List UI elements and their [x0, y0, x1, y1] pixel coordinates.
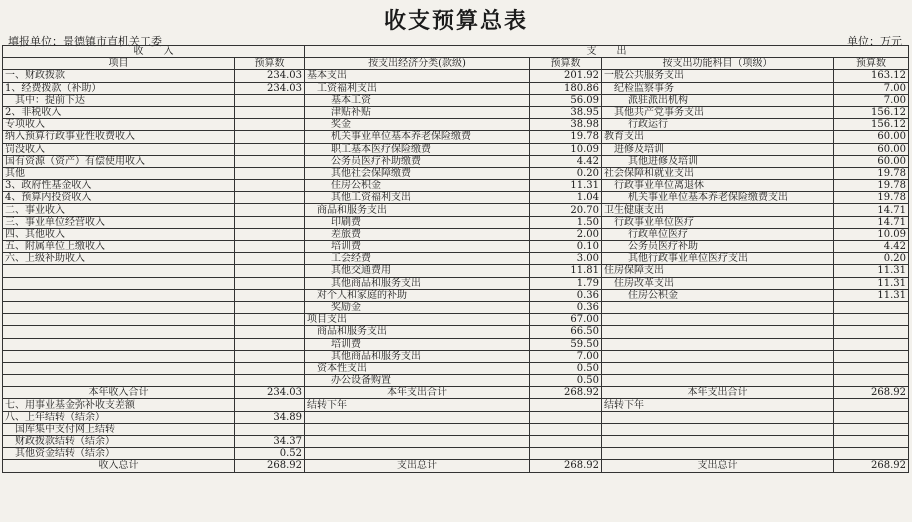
econ-budget: 0.50: [530, 362, 602, 374]
func-budget-column-header: 预算数: [834, 58, 909, 70]
func-budget: [834, 362, 909, 374]
econ-item: [305, 423, 530, 435]
table-row: [3, 314, 909, 326]
income-budget: [235, 314, 305, 326]
income-item: 四、其他收入: [3, 228, 235, 240]
func-budget: [834, 350, 909, 362]
econ-budget: [530, 411, 602, 423]
income-item: 一、财政拨款: [3, 70, 235, 82]
table-row: [3, 265, 909, 277]
func-budget: 156.12: [834, 119, 909, 131]
func-item: [602, 362, 834, 374]
econ-budget: 0.20: [530, 167, 602, 179]
grand-income-label: 收入总计: [3, 460, 235, 472]
func-class-column-header: 按支出功能科目（项级）: [602, 58, 834, 70]
econ-item: 其他工资福利支出: [305, 192, 530, 204]
table-row: [3, 131, 909, 143]
income-item: [3, 338, 235, 350]
econ-item: 工会经费: [305, 253, 530, 265]
func-item: [602, 301, 834, 313]
func-item: 住房保障支出: [602, 265, 834, 277]
income-budget: [235, 253, 305, 265]
econ-budget: 0.10: [530, 241, 602, 253]
income-budget-column-header: 预算数: [235, 58, 305, 70]
income-budget: 0.52: [235, 448, 305, 460]
func-item: 其他共产党事务支出: [602, 106, 834, 118]
func-budget: [834, 399, 909, 411]
income-header: 收 入: [3, 46, 305, 58]
income-item: 其他资金结转（结余）: [3, 448, 235, 460]
year-expense-label-econ: 本年支出合计: [305, 387, 530, 399]
table-row: [3, 82, 909, 94]
income-item: 1、经费拨款（补助）: [3, 82, 235, 94]
econ-budget: 180.86: [530, 82, 602, 94]
income-budget: [235, 216, 305, 228]
grand-income-value: 268.92: [235, 460, 305, 472]
year-income-value: 234.03: [235, 387, 305, 399]
func-item: [602, 423, 834, 435]
econ-budget: 1.04: [530, 192, 602, 204]
func-item: 其他进修及培训: [602, 155, 834, 167]
table-row: [3, 94, 909, 106]
econ-budget: 1.50: [530, 216, 602, 228]
econ-budget: [530, 436, 602, 448]
income-budget: [235, 228, 305, 240]
income-budget: 34.89: [235, 411, 305, 423]
econ-budget: 4.42: [530, 155, 602, 167]
table-row: [3, 228, 909, 240]
income-item: 国有资源（资产）有偿使用收入: [3, 155, 235, 167]
table-row: [3, 106, 909, 118]
table-row: [3, 192, 909, 204]
func-budget: 163.12: [834, 70, 909, 82]
func-item: [602, 375, 834, 387]
econ-item: 职工基本医疗保险缴费: [305, 143, 530, 155]
table-row: [3, 301, 909, 313]
econ-item: 结转下年: [305, 399, 530, 411]
year-expense-value-func: 268.92: [834, 387, 909, 399]
econ-item: 公务员医疗补助缴费: [305, 155, 530, 167]
func-budget: 14.71: [834, 216, 909, 228]
econ-item: 机关事业单位基本养老保险缴费: [305, 131, 530, 143]
econ-item: 资本性支出: [305, 362, 530, 374]
grand-expense-label-func: 支出总计: [602, 460, 834, 472]
econ-budget: 38.95: [530, 106, 602, 118]
econ-budget: 1.79: [530, 277, 602, 289]
func-budget: 7.00: [834, 82, 909, 94]
table-row: [3, 119, 909, 131]
func-item: 行政事业单位医疗: [602, 216, 834, 228]
table-tail: [3, 399, 909, 460]
func-budget: 10.09: [834, 228, 909, 240]
year-total-row: [3, 387, 909, 399]
func-item: [602, 326, 834, 338]
income-item: [3, 314, 235, 326]
item-column-header: 项目: [3, 58, 235, 70]
table-row: [3, 70, 909, 82]
func-budget: [834, 314, 909, 326]
table-row: [3, 350, 909, 362]
func-item: 一般公共服务支出: [602, 70, 834, 82]
func-item: [602, 350, 834, 362]
func-budget: [834, 436, 909, 448]
table-row: [3, 375, 909, 387]
econ-item: 津贴补贴: [305, 106, 530, 118]
econ-budget: 2.00: [530, 228, 602, 240]
table-row: [3, 423, 909, 435]
table-row: [3, 411, 909, 423]
func-item: 其他行政事业单位医疗支出: [602, 253, 834, 265]
econ-item: 印刷费: [305, 216, 530, 228]
table-row: [3, 289, 909, 301]
income-item: 2、非税收入: [3, 106, 235, 118]
income-item: [3, 265, 235, 277]
func-budget: 4.42: [834, 241, 909, 253]
currency-unit: 单位：万元: [847, 35, 902, 48]
income-item: 专项收入: [3, 119, 235, 131]
econ-item: 其他商品和服务支出: [305, 350, 530, 362]
func-item: 住房公积金: [602, 289, 834, 301]
econ-item: 奖金: [305, 119, 530, 131]
table-row: [3, 180, 909, 192]
table-row: [3, 399, 909, 411]
year-income-label: 本年收入合计: [3, 387, 235, 399]
table-body: [3, 70, 909, 387]
income-item: [3, 289, 235, 301]
func-budget: [834, 326, 909, 338]
func-item: 社会保障和就业支出: [602, 167, 834, 179]
econ-budget: 7.00: [530, 350, 602, 362]
income-budget: [235, 362, 305, 374]
func-budget: [834, 338, 909, 350]
income-budget: [235, 94, 305, 106]
table-row: [3, 253, 909, 265]
econ-budget: 19.78: [530, 131, 602, 143]
income-budget: [235, 131, 305, 143]
econ-budget: 11.81: [530, 265, 602, 277]
func-item: 教育支出: [602, 131, 834, 143]
income-budget: [235, 375, 305, 387]
year-expense-label-func: 本年支出合计: [602, 387, 834, 399]
income-item: [3, 375, 235, 387]
econ-item: 基本支出: [305, 70, 530, 82]
econ-item: [305, 448, 530, 460]
table-row: [3, 326, 909, 338]
func-budget: [834, 423, 909, 435]
income-budget: [235, 265, 305, 277]
header-row-columns: [3, 58, 909, 70]
grand-expense-value-econ: 268.92: [530, 460, 602, 472]
econ-item: 商品和服务支出: [305, 204, 530, 216]
econ-item: 差旅费: [305, 228, 530, 240]
econ-budget: [530, 399, 602, 411]
econ-budget: 10.09: [530, 143, 602, 155]
econ-budget: 66.50: [530, 326, 602, 338]
income-item: 三、事业单位经营收入: [3, 216, 235, 228]
econ-budget: 20.70: [530, 204, 602, 216]
reporting-unit: 填报单位：景德镇市直机关工委: [8, 35, 162, 48]
func-item: 结转下年: [602, 399, 834, 411]
income-item: [3, 350, 235, 362]
income-item: 财政拨款结转（结余）: [3, 436, 235, 448]
func-budget: [834, 448, 909, 460]
econ-item: 项目支出: [305, 314, 530, 326]
econ-budget: 0.36: [530, 301, 602, 313]
econ-item: 对个人和家庭的补助: [305, 289, 530, 301]
table-footer: [3, 387, 909, 399]
table-row: [3, 241, 909, 253]
econ-item: 基本工资: [305, 94, 530, 106]
func-budget: 156.12: [834, 106, 909, 118]
func-item: 行政运行: [602, 119, 834, 131]
econ-item: 培训费: [305, 338, 530, 350]
econ-item: 其他商品和服务支出: [305, 277, 530, 289]
table-row: [3, 204, 909, 216]
econ-budget: 0.36: [530, 289, 602, 301]
func-budget: [834, 301, 909, 313]
func-item: 公务员医疗补助: [602, 241, 834, 253]
func-budget: 7.00: [834, 94, 909, 106]
econ-item: [305, 411, 530, 423]
income-budget: [235, 423, 305, 435]
income-budget: [235, 192, 305, 204]
table-row: [3, 448, 909, 460]
econ-item: [305, 436, 530, 448]
income-budget: [235, 241, 305, 253]
income-budget: [235, 277, 305, 289]
econ-budget: 0.50: [530, 375, 602, 387]
econ-item: 住房公积金: [305, 180, 530, 192]
econ-budget: 3.00: [530, 253, 602, 265]
income-budget: [235, 106, 305, 118]
year-expense-value-econ: 268.92: [530, 387, 602, 399]
table-row: [3, 362, 909, 374]
econ-budget: 201.92: [530, 70, 602, 82]
income-item: 五、附属单位上缴收入: [3, 241, 235, 253]
grand-total-row: [3, 460, 909, 472]
income-item: [3, 301, 235, 313]
func-item: [602, 314, 834, 326]
grand-expense-label-econ: 支出总计: [305, 460, 530, 472]
econ-budget: 38.98: [530, 119, 602, 131]
income-item: [3, 277, 235, 289]
econ-item: 商品和服务支出: [305, 326, 530, 338]
func-budget: 60.00: [834, 155, 909, 167]
budget-table: [2, 45, 909, 473]
econ-budget: 11.31: [530, 180, 602, 192]
func-item: [602, 411, 834, 423]
income-item: 其中：提前下达: [3, 94, 235, 106]
expense-header: 支 出: [305, 46, 909, 58]
func-budget: 19.78: [834, 167, 909, 179]
income-budget: [235, 326, 305, 338]
income-budget: [235, 338, 305, 350]
income-item: 罚没收入: [3, 143, 235, 155]
table-row: [3, 216, 909, 228]
func-budget: 19.78: [834, 192, 909, 204]
func-item: 行政事业单位离退休: [602, 180, 834, 192]
func-item: 住房改革支出: [602, 277, 834, 289]
income-budget: [235, 204, 305, 216]
income-budget: [235, 119, 305, 131]
income-budget: 34.37: [235, 436, 305, 448]
econ-item: 其他社会保障缴费: [305, 167, 530, 179]
table-row: [3, 277, 909, 289]
income-budget: [235, 180, 305, 192]
grand-expense-value-func: 268.92: [834, 460, 909, 472]
econ-budget: [530, 448, 602, 460]
income-item: 七、用事业基金弥补收支差额: [3, 399, 235, 411]
table-row: [3, 338, 909, 350]
econ-item: 办公设备购置: [305, 375, 530, 387]
econ-item: 工资福利支出: [305, 82, 530, 94]
table-row: [3, 167, 909, 179]
func-item: 纪检监察事务: [602, 82, 834, 94]
income-budget: 234.03: [235, 70, 305, 82]
income-budget: [235, 301, 305, 313]
func-budget: 14.71: [834, 204, 909, 216]
income-item: [3, 326, 235, 338]
func-item: 卫生健康支出: [602, 204, 834, 216]
func-budget: 11.31: [834, 265, 909, 277]
income-budget: [235, 167, 305, 179]
grand-total: [3, 460, 909, 472]
income-budget: [235, 350, 305, 362]
income-item: 其他: [3, 167, 235, 179]
econ-budget-column-header: 预算数: [530, 58, 602, 70]
income-budget: [235, 143, 305, 155]
income-item: 二、事业收入: [3, 204, 235, 216]
econ-item: 其他交通费用: [305, 265, 530, 277]
income-item: 八、上年结转（结余）: [3, 411, 235, 423]
econ-budget: 56.09: [530, 94, 602, 106]
econ-budget: [530, 423, 602, 435]
income-budget: [235, 399, 305, 411]
econ-item: 培训费: [305, 241, 530, 253]
income-budget: [235, 289, 305, 301]
func-budget: [834, 411, 909, 423]
econ-item: 奖励金: [305, 301, 530, 313]
income-item: 3、政府性基金收入: [3, 180, 235, 192]
income-item: 国库集中支付网上结转: [3, 423, 235, 435]
table-row: [3, 143, 909, 155]
func-item: 派驻派出机构: [602, 94, 834, 106]
func-budget: 11.31: [834, 277, 909, 289]
table-row: [3, 155, 909, 167]
income-item: [3, 362, 235, 374]
func-budget: 60.00: [834, 143, 909, 155]
income-budget: [235, 155, 305, 167]
func-budget: 11.31: [834, 289, 909, 301]
econ-class-column-header: 按支出经济分类(款级): [305, 58, 530, 70]
header-row-group: [3, 46, 909, 58]
income-item: 4、预算内投资收入: [3, 192, 235, 204]
func-item: 行政单位医疗: [602, 228, 834, 240]
income-item: 六、上级补助收入: [3, 253, 235, 265]
func-budget: 0.20: [834, 253, 909, 265]
func-item: 进修及培训: [602, 143, 834, 155]
econ-budget: 67.00: [530, 314, 602, 326]
func-budget: 60.00: [834, 131, 909, 143]
func-item: [602, 338, 834, 350]
func-item: 机关事业单位基本养老保险缴费支出: [602, 192, 834, 204]
func-item: [602, 436, 834, 448]
income-item: 纳入预算行政事业性收费收入: [3, 131, 235, 143]
func-budget: 19.78: [834, 180, 909, 192]
page-title: 收支预算总表: [383, 8, 528, 34]
func-budget: [834, 375, 909, 387]
econ-budget: 59.50: [530, 338, 602, 350]
income-budget: 234.03: [235, 82, 305, 94]
table-row: [3, 436, 909, 448]
func-item: [602, 448, 834, 460]
